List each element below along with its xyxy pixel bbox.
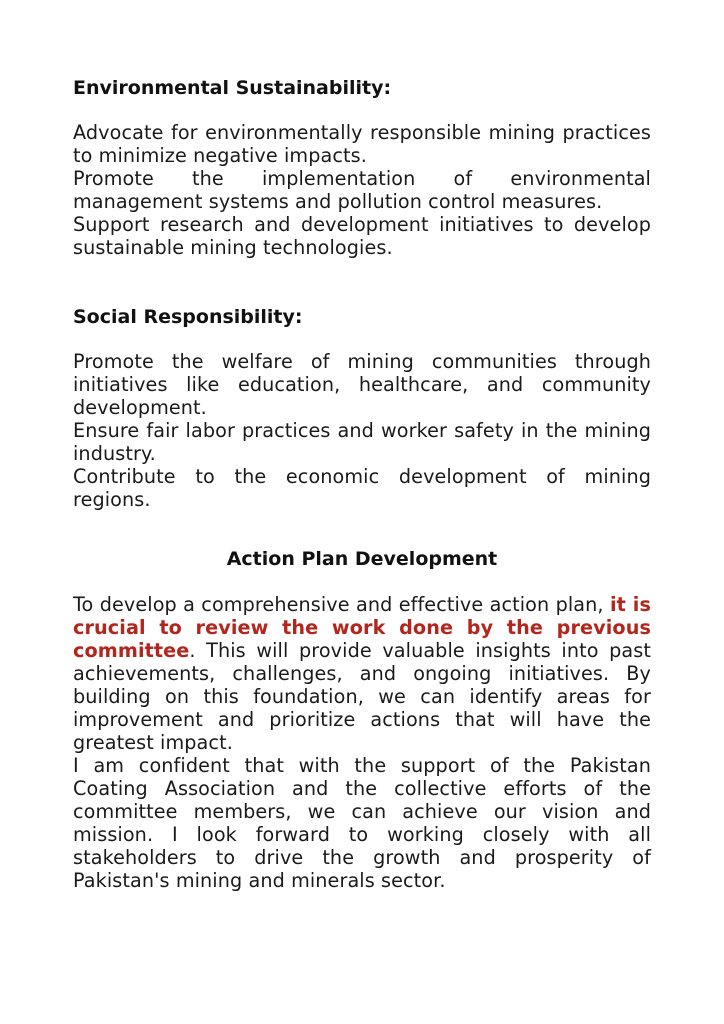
- action-plan-text-after: . This will provide valuable insights into past achievements, challenges, and ongoing initiatives. By building on this foundation, we can identify areas for improvement and prioritize actions that will have the greatest impact.: [73, 639, 651, 754]
- social-paragraph-3: Contribute to the economic development of mining regions.: [73, 465, 651, 511]
- social-responsibility-heading: Social Responsibility:: [73, 306, 303, 328]
- action-plan-highlight: it is crucial to review the work done by the previous committee: [73, 593, 651, 662]
- action-plan-paragraph-2: I am confident that with the support of the Pakistan Coating Association and the collective efforts of the committee members, we can achieve our vision and mission. I look forward to working closely with all stakeholders to drive the growth and prosperity of Pakistan's mining and minerals sector.: [73, 754, 651, 892]
- social-responsibility-body: [73, 350, 651, 511]
- environmental-paragraph-2: Promote the implementation of environmental management systems and pollution control measures.: [73, 167, 651, 213]
- social-paragraph-2: Ensure fair labor practices and worker safety in the mining industry.: [73, 419, 651, 465]
- environmental-paragraph-1: Advocate for environmentally responsible mining practices to minimize negative impacts.: [73, 121, 651, 167]
- action-plan-text-before: To develop a comprehensive and effective action plan,: [73, 593, 610, 616]
- social-paragraph-1: Promote the welfare of mining communities through initiatives like education, healthcare, and community development.: [73, 350, 651, 419]
- action-plan-body: [73, 593, 651, 892]
- environmental-sustainability-heading: Environmental Sustainability:: [73, 77, 392, 99]
- action-plan-paragraph-1: [73, 593, 651, 754]
- action-plan-heading: Action Plan Development: [226, 548, 498, 570]
- environmental-paragraph-3: Support research and development initiatives to develop sustainable mining technologies.: [73, 213, 651, 259]
- environmental-sustainability-body: [73, 121, 651, 259]
